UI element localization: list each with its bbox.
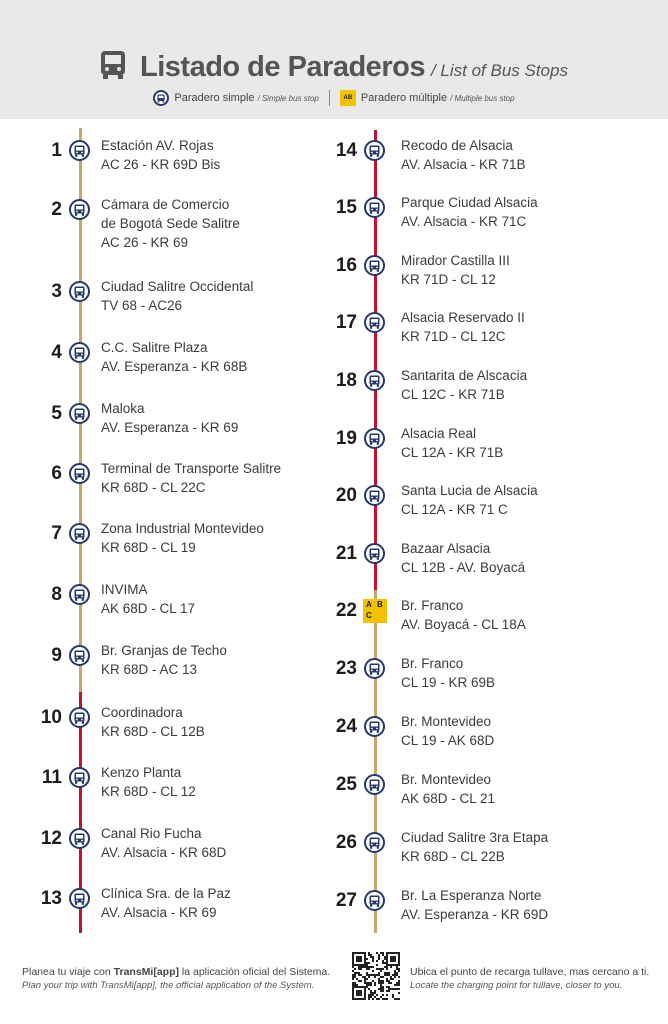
stop-address-line: KR 71D - CL 12C	[401, 329, 506, 344]
stop-name: Ciudad Salitre Occidental	[101, 279, 254, 294]
bus-stop-item	[0, 597, 526, 657]
multi-stop-icon: AB	[340, 90, 356, 106]
stop-number: 19	[335, 428, 357, 449]
stop-name: Clínica Sra. de la Paz	[101, 886, 231, 901]
stop-name: Zona Industrial Montevideo	[101, 521, 264, 536]
stop-address-line: KR 68D - CL 22B	[401, 849, 505, 864]
stop-name: Terminal de Transporte Salitre	[101, 461, 282, 476]
app-link[interactable]: TransMi[app]	[113, 966, 179, 978]
stop-address-line: de Bogotá Sede Salitre	[101, 216, 240, 231]
bus-stop-icon	[364, 890, 385, 911]
footer-recharge-info	[410, 965, 649, 993]
stop-text	[401, 886, 548, 924]
stop-number: 20	[335, 485, 357, 506]
bus-icon	[369, 317, 380, 329]
bus-icon	[369, 375, 380, 387]
stop-name: Br. Montevideo	[401, 772, 492, 787]
stop-address-line: KR 68D - CL 19	[101, 540, 196, 555]
stop-name: Recodo de Alsacia	[401, 138, 513, 153]
stop-number: 27	[335, 890, 357, 911]
bus-icon	[369, 145, 380, 157]
stop-name: Kenzo Planta	[101, 765, 182, 780]
stop-name: Parque Ciudad Alsacia	[401, 195, 538, 210]
stop-address-line: CL 12C - KR 71B	[401, 387, 505, 402]
platform-letter: B	[377, 600, 383, 609]
stop-name: Alsacia Real	[401, 426, 477, 441]
stop-name: INVIMA	[101, 582, 148, 597]
stop-number: 5	[51, 403, 62, 424]
stop-number: 6	[51, 463, 62, 484]
platform-letter: C	[366, 611, 372, 620]
bus-icon	[369, 490, 380, 502]
stop-address-line: KR 71D - CL 12	[401, 272, 496, 287]
legend-divider	[329, 90, 330, 106]
bus-icon	[369, 260, 380, 272]
stop-name: Santa Lucia de Alsacia	[401, 483, 538, 498]
stop-number: 8	[51, 584, 62, 605]
stop-number: 21	[335, 543, 357, 564]
bus-stop-icon	[364, 140, 385, 161]
stop-number: 25	[335, 774, 357, 795]
stop-number: 24	[335, 716, 357, 737]
page-title-row	[0, 46, 668, 84]
route-line-segment	[374, 590, 377, 933]
stop-address-line: AK 68D - CL 21	[401, 791, 496, 806]
stop-name: Alsacia Reservado II	[401, 310, 525, 325]
stop-address-line: CL 19 - KR 69B	[401, 675, 496, 690]
bus-stop-item	[0, 829, 549, 889]
bus-stop-icon	[364, 255, 385, 276]
bus-stop-item	[0, 771, 496, 831]
bus-stop-icon	[364, 832, 385, 853]
stop-number: 2	[51, 199, 62, 220]
footer-recharge-text: Ubica el punto de recarga tullave, mas cercano a ti.	[410, 966, 650, 978]
footer-app-info-en: Plan your trip with TransMi[app], the official application of the System.	[22, 980, 315, 991]
bus-stop-item	[0, 252, 510, 312]
stop-address-line: KR 68D - CL 22C	[101, 480, 206, 495]
stop-number: 1	[51, 140, 62, 161]
stop-text	[401, 366, 527, 404]
stop-name: Maloka	[101, 401, 145, 416]
stop-text	[401, 308, 525, 346]
bus-stop-item	[0, 655, 496, 715]
bus-stop-item	[0, 713, 495, 773]
bus-stop-icon	[364, 543, 385, 564]
bus-stop-icon	[364, 485, 385, 506]
bus-stop-icon	[364, 774, 385, 795]
stop-number: 3	[51, 281, 62, 302]
stop-number: 7	[51, 523, 62, 544]
stop-number: 16	[335, 255, 357, 276]
bus-stop-item	[0, 137, 526, 197]
stop-name: Br. Granjas de Techo	[101, 643, 227, 658]
stop-name: Cámara de Comercio	[101, 197, 230, 212]
page-title: Listado de Paraderos	[140, 51, 425, 83]
stop-address-line: CL 19 - AK 68D	[401, 733, 495, 748]
stop-address-line: AV. Alsacia - KR 68D	[101, 845, 227, 860]
bus-stop-item	[0, 887, 549, 947]
legend-simple-label: Paradero simple	[174, 92, 255, 104]
multi-stop-icon	[363, 599, 387, 623]
stop-name: Br. Franco	[401, 598, 464, 613]
stop-address-line: AV. Alsacia - KR 69	[101, 905, 217, 920]
stop-address-line: CL 12A - KR 71B	[401, 445, 504, 460]
stop-text	[401, 828, 548, 866]
stop-address-line: AC 26 - KR 69	[101, 235, 189, 250]
stop-text	[401, 424, 503, 462]
stop-address-line: AV. Esperanza - KR 68B	[101, 359, 248, 374]
stop-number: 11	[41, 767, 62, 788]
bus-stop-icon	[364, 370, 385, 391]
page-subtitle: / List of Bus Stops	[430, 61, 568, 80]
stop-number: 26	[335, 832, 357, 853]
stop-number: 23	[335, 658, 357, 679]
stop-address-line: TV 68 - AC26	[101, 298, 183, 313]
stop-number: 9	[51, 645, 62, 666]
bus-stop-icon	[364, 312, 385, 333]
stop-number: 17	[335, 312, 357, 333]
stop-text	[401, 136, 526, 174]
stop-address-line: KR 68D - CL 12	[101, 784, 196, 799]
stop-number: 4	[51, 342, 62, 363]
stop-text	[401, 251, 510, 289]
stop-name: Mirador Castilla III	[401, 253, 510, 268]
stop-address-line: KR 68D - AC 13	[101, 662, 198, 677]
stop-number: 22	[335, 600, 357, 621]
bus-icon	[369, 548, 380, 560]
bus-stop-item	[0, 482, 538, 542]
legend	[0, 90, 668, 106]
legend-multi-label-en: / Multiple bus stop	[450, 93, 515, 103]
stop-text	[401, 770, 495, 808]
stop-text	[401, 539, 525, 577]
stop-name: Br. Franco	[401, 656, 464, 671]
stop-name: Br. Montevideo	[401, 714, 492, 729]
stop-name: Santarita de Alscacia	[401, 368, 528, 383]
simple-stop-icon	[153, 90, 169, 106]
bus-stop-item	[0, 540, 526, 600]
bus-stop-icon	[364, 716, 385, 737]
platform-letter: A	[366, 600, 372, 609]
stop-name: Bazaar Alsacia	[401, 541, 491, 556]
stop-name: Ciudad Salitre 3ra Etapa	[401, 830, 549, 845]
stop-name: C.C. Salitre Plaza	[101, 340, 208, 355]
footer-app-prefix: Planea tu viaje con	[22, 966, 114, 978]
bus-stop-item	[0, 367, 528, 427]
bus-stop-item	[0, 425, 504, 485]
bus-icon	[369, 433, 380, 445]
stop-address-line: KR 68D - CL 12B	[101, 724, 205, 739]
stop-name: Estación AV. Rojas	[101, 138, 214, 153]
stop-number: 10	[40, 707, 62, 728]
qr-code[interactable]	[352, 952, 400, 1000]
stop-text	[401, 596, 526, 634]
bus-icon	[100, 50, 126, 80]
bus-stop-item	[0, 309, 525, 369]
footer-app-suffix: la aplicación oficial del Sistema.	[179, 966, 331, 978]
stop-address-line: AV. Esperanza - KR 69	[101, 420, 239, 435]
stop-text	[401, 712, 494, 750]
stop-number: 15	[335, 197, 357, 218]
bus-icon	[369, 779, 380, 791]
footer-recharge-text-en: Locate the charging point for tullave, closer to you.	[410, 980, 623, 991]
footer-app-info	[22, 965, 330, 993]
bus-icon	[369, 721, 380, 733]
stop-number: 18	[335, 370, 357, 391]
stop-address-line: AV. Alsacia - KR 71C	[401, 214, 527, 229]
stop-address-line: AC 26 - KR 69D Bis	[101, 157, 221, 172]
stop-name: Coordinadora	[101, 705, 183, 720]
legend-multi-label: Paradero múltiple	[360, 92, 448, 104]
stop-number: 14	[335, 140, 357, 161]
bus-icon	[369, 837, 380, 849]
stop-number: 13	[40, 888, 62, 909]
stop-address-line: AV. Esperanza - KR 69D	[401, 907, 549, 922]
stop-address-line: AV. Boyacá - CL 18A	[401, 617, 526, 632]
stop-address-line: AK 68D - CL 17	[101, 601, 196, 616]
bus-stop-icon	[364, 428, 385, 449]
stop-name: Canal Rio Fucha	[101, 826, 202, 841]
stop-address-line: AV. Alsacia - KR 71B	[401, 157, 526, 172]
stop-text	[401, 654, 495, 692]
stop-address-line: CL 12B - AV. Boyacá	[401, 560, 526, 575]
bus-icon	[369, 895, 380, 907]
bus-icon	[369, 202, 380, 214]
header-band	[0, 0, 668, 119]
bus-icon	[369, 663, 380, 675]
bus-stop-icon	[364, 197, 385, 218]
stop-address-line: CL 12A - KR 71 C	[401, 502, 508, 517]
bus-stop-item	[0, 194, 538, 254]
stop-text	[401, 481, 538, 519]
stop-name: Br. La Esperanza Norte	[401, 888, 542, 903]
legend-simple-label-en: / Simple bus stop	[257, 93, 319, 103]
stop-text	[401, 193, 538, 231]
stop-number: 12	[40, 828, 62, 849]
bus-stop-icon	[364, 658, 385, 679]
